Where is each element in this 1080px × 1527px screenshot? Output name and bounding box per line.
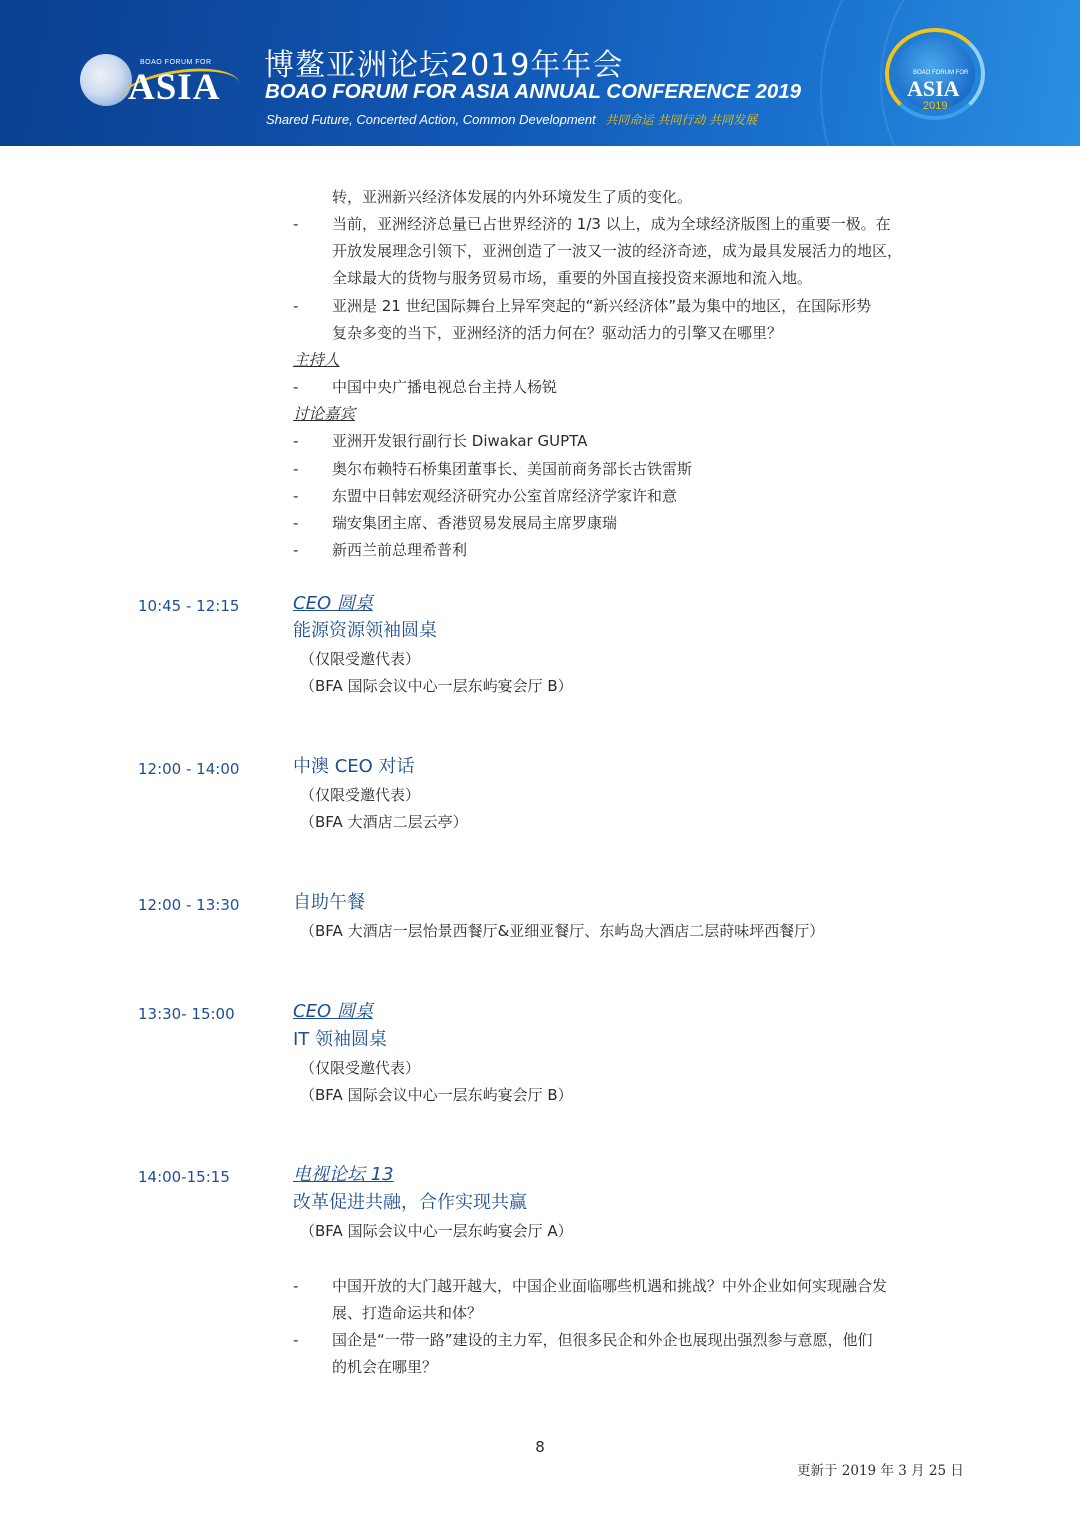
session-time: 12:00 - 14:00	[138, 760, 240, 778]
moderator-label: 主持人	[293, 351, 340, 369]
session-title: 中澳 CEO 对话	[293, 756, 415, 777]
bullet-line: 展、打造命运共和体？	[332, 1304, 483, 1322]
session-time: 13:30- 15:00	[138, 1005, 235, 1023]
bfa-2019-logo	[885, 28, 993, 128]
conference-tagline	[266, 111, 757, 128]
session-category-link[interactable]: CEO 圆桌	[293, 1001, 373, 1022]
tagline-en: Shared Future, Concerted Action, Common Development	[266, 112, 596, 127]
session-time: 14:00-15:15	[138, 1168, 230, 1186]
session-venue: （BFA 国际会议中心一层东屿宴会厅 B）	[300, 1086, 573, 1104]
panelist-item: 东盟中日韩宏观经济研究办公室首席经济学家许和意	[332, 487, 678, 505]
tagline-cn: 共同命运 共同行动 共同发展	[605, 113, 758, 127]
bullet-line: 中国开放的大门越开越大，中国企业面临哪些机遇和挑战？中外企业如何实现融合发	[332, 1277, 888, 1295]
logo-right-small-text: BOAO FORUM FOR	[913, 70, 969, 76]
panelist-item: 亚洲开发银行副行长 Diwakar GUPTA	[332, 432, 588, 450]
bullet-dash: -	[293, 297, 299, 315]
paragraph-continuation: 转，亚洲新兴经济体发展的内外环境发生了质的变化。	[332, 188, 693, 206]
bullet-dash: -	[293, 1277, 299, 1295]
logo-left-asia: ASIA	[128, 67, 221, 108]
session-title: IT 领袖圆桌	[293, 1029, 388, 1050]
session-category-link[interactable]: 电视论坛 13	[293, 1164, 394, 1185]
session-venue: （BFA 大酒店一层怡景西餐厅&亚细亚餐厅、东屿岛大酒店二层莳味坪西餐厅）	[300, 922, 825, 940]
session-venue: （BFA 大酒店二层云亭）	[300, 813, 468, 831]
session-title: 改革促进共融，合作实现共赢	[293, 1192, 527, 1213]
conference-title-en: BOAO FORUM FOR ASIA ANNUAL CONFERENCE 2019	[265, 80, 802, 103]
bullet-dash: -	[293, 460, 299, 478]
page-number: 8	[535, 1438, 545, 1456]
session-time: 12:00 - 13:30	[138, 896, 240, 914]
session-category-link[interactable]: CEO 圆桌	[293, 593, 373, 614]
panelist-item: 奥尔布赖特石桥集团董事长、美国前商务部长古铁雷斯	[332, 460, 693, 478]
bullet-dash: -	[293, 487, 299, 505]
logo-left-small-text: BOAO FORUM FOR	[140, 59, 212, 66]
moderator-name: 中国中央广播电视总台主持人杨锐	[332, 378, 558, 396]
bullet-line: 国企是“一带一路”建设的主力军，但很多民企和外企也展现出强烈参与意愿，他们	[332, 1331, 873, 1349]
session-venue: （BFA 国际会议中心一层东屿宴会厅 A）	[300, 1222, 573, 1240]
updated-date: 更新于 2019 年 3 月 25 日	[797, 1463, 964, 1479]
panelist-item: 新西兰前总理希普利	[332, 541, 468, 559]
session-title: 能源资源领袖圆桌	[293, 620, 437, 641]
session-title: 自助午餐	[293, 892, 365, 913]
session-note: （仅限受邀代表）	[300, 1059, 421, 1077]
bullet-line: 当前，亚洲经济总量已占世界经济的 1/3 以上，成为全球经济版图上的重要一极。在	[332, 215, 891, 233]
bullet-dash: -	[293, 378, 299, 396]
session-time: 10:45 - 12:15	[138, 597, 240, 615]
session-note: （仅限受邀代表）	[300, 786, 421, 804]
bullet-line: 全球最大的货物与服务贸易市场，重要的外国直接投资来源地和流入地。	[332, 269, 813, 287]
panelist-item: 瑞安集团主席、香港贸易发展局主席罗康瑞	[332, 514, 618, 532]
bullet-dash: -	[293, 514, 299, 532]
bfa-logo-left	[80, 48, 240, 112]
bullet-line: 的机会在哪里？	[332, 1358, 438, 1376]
session-note: （仅限受邀代表）	[300, 650, 421, 668]
header-banner	[0, 0, 1080, 146]
bullet-line: 复杂多变的当下，亚洲经济的活力何在？驱动活力的引擎又在哪里？	[332, 324, 783, 342]
bullet-dash: -	[293, 215, 299, 233]
bullet-dash: -	[293, 1331, 299, 1349]
bullet-dash: -	[293, 432, 299, 450]
bullet-line: 开放发展理念引领下，亚洲创造了一波又一波的经济奇迹，成为最具发展活力的地区，	[332, 242, 903, 260]
session-venue: （BFA 国际会议中心一层东屿宴会厅 B）	[300, 677, 573, 695]
logo-right-asia: ASIA	[907, 76, 960, 101]
bullet-dash: -	[293, 541, 299, 559]
conference-title-cn: 博鳌亚洲论坛2019年年会	[264, 48, 624, 83]
bullet-line: 亚洲是 21 世纪国际舞台上异军突起的“新兴经济体”最为集中的地区，在国际形势	[332, 297, 872, 315]
logo-right-year: 2019	[923, 100, 948, 112]
panelists-label: 讨论嘉宾	[293, 405, 356, 423]
